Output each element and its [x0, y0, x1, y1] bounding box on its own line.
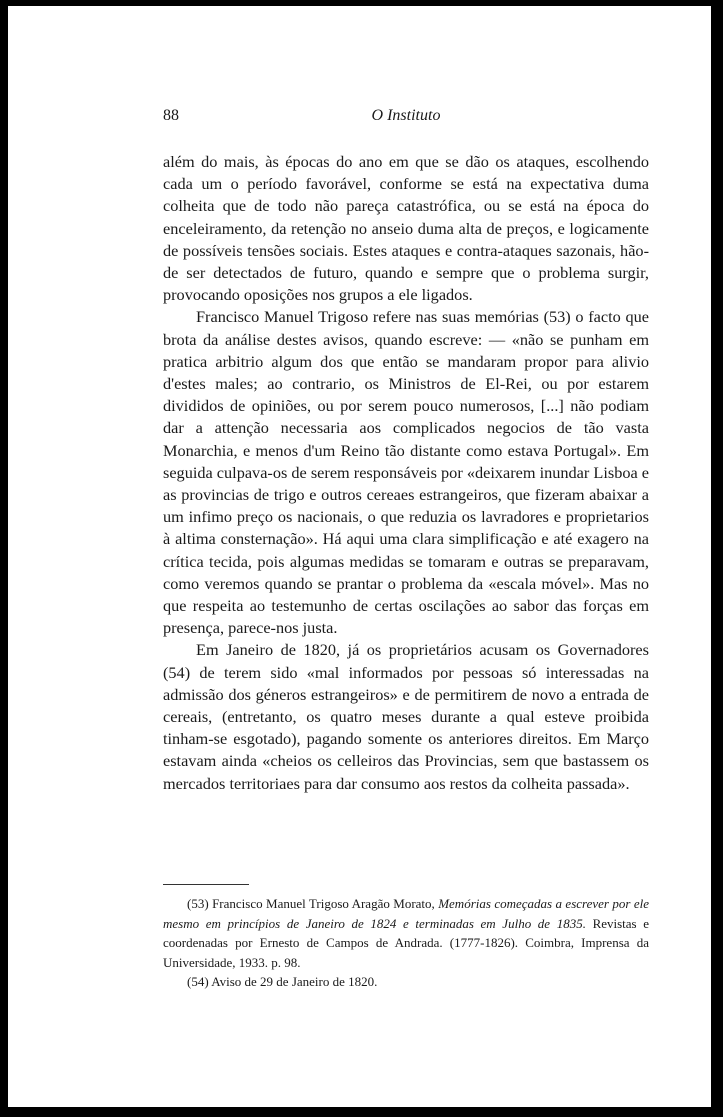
footnote-53-lead: (53) Francisco Manuel Trigoso Aragão Morato, [187, 896, 439, 911]
paragraph-3: Em Janeiro de 1820, já os proprietários acusam os Governadores (54) de terem sido «mal informados por pessoas só interessadas na admissão dos géneros estrangeiros» e de permitirem de novo a entrada de cereais, (entretanto, os quatro meses durante a qual esteve proibida tinham-se esgotado), pagando somente os anteriores direitos. Em Março estavam ainda «cheios os celleiros das Provincias, sem que bastassem os mercados territoriaes para dar consumo aos restos da colheita passada». [163, 640, 649, 793]
footnote-divider [163, 884, 249, 885]
footnote-53-title: Memórias começadas a escrever por ele mesmo em princípios de Janeiro de 1824 e terminadas em Julho de 1835. [163, 896, 650, 931]
footnote-53-tail: Revistas e coordenadas por Ernesto de Campos de Andrada. (1777-1826). Coimbra, Imprensa da Universidade, 1933. p. 98. [163, 915, 650, 970]
paragraph-1: além do mais, às épocas do ano em que se dão os ataques, escolhendo cada um o período favorável, conforme se está na expectativa duma colheita que de todo não pareça catastrófica, ou se está na época do enceleiramento, da retenção no anseio duma alta de preços, e logicamente de possíveis tensões sociais. Estes ataques e contra-ataques sazonais, hão-de ser detectados de futuro, quando e sempre que o problema surgir, provocando oposições nos grupos a ele ligados. [163, 152, 649, 305]
document-page [8, 6, 711, 1107]
running-title: O Instituto [371, 107, 441, 124]
footnote-53 [163, 894, 649, 972]
footnote-54: (54) Aviso de 29 de Janeiro de 1820. [187, 974, 378, 989]
body-text [163, 151, 649, 795]
page-number: 88 [163, 107, 179, 124]
footnotes [163, 894, 649, 992]
paragraph-2: Francisco Manuel Trigoso refere nas suas memórias (53) o facto que brota da análise destes avisos, quando escreve: — «não se punham em pratica arbitrio algum dos que então se mandaram propor para alivio d'estes males; ao contrario, os Ministros de El-Rei, ou por estarem divididos de opiniões, ou por serem pouco numerosos, [...] não podiam dar a attenção necessaria aos complicados negocios de tão vasta Monarchia, e menos d'um Reino tão distante como estava Portugal». Em seguida culpava-os de serem responsáveis por «deixarem inundar Lisboa e as provincias de trigo e outros cereaes estrangeiros, que fizeram abaixar a um infimo preço os nacionais, o que reduzia os lavradores e proprietarios à altima consternação». Há aqui uma clara simplificação e até exagero na crítica tecida, pois algumas medidas se tomaram e outras se preparavam, como veremos quando se prantar o problema da «escala móvel». Mas no que respeita ao testemunho de certas oscilações ao sabor das forças em presença, parece-nos justa. [163, 307, 650, 638]
page-header [163, 107, 649, 129]
